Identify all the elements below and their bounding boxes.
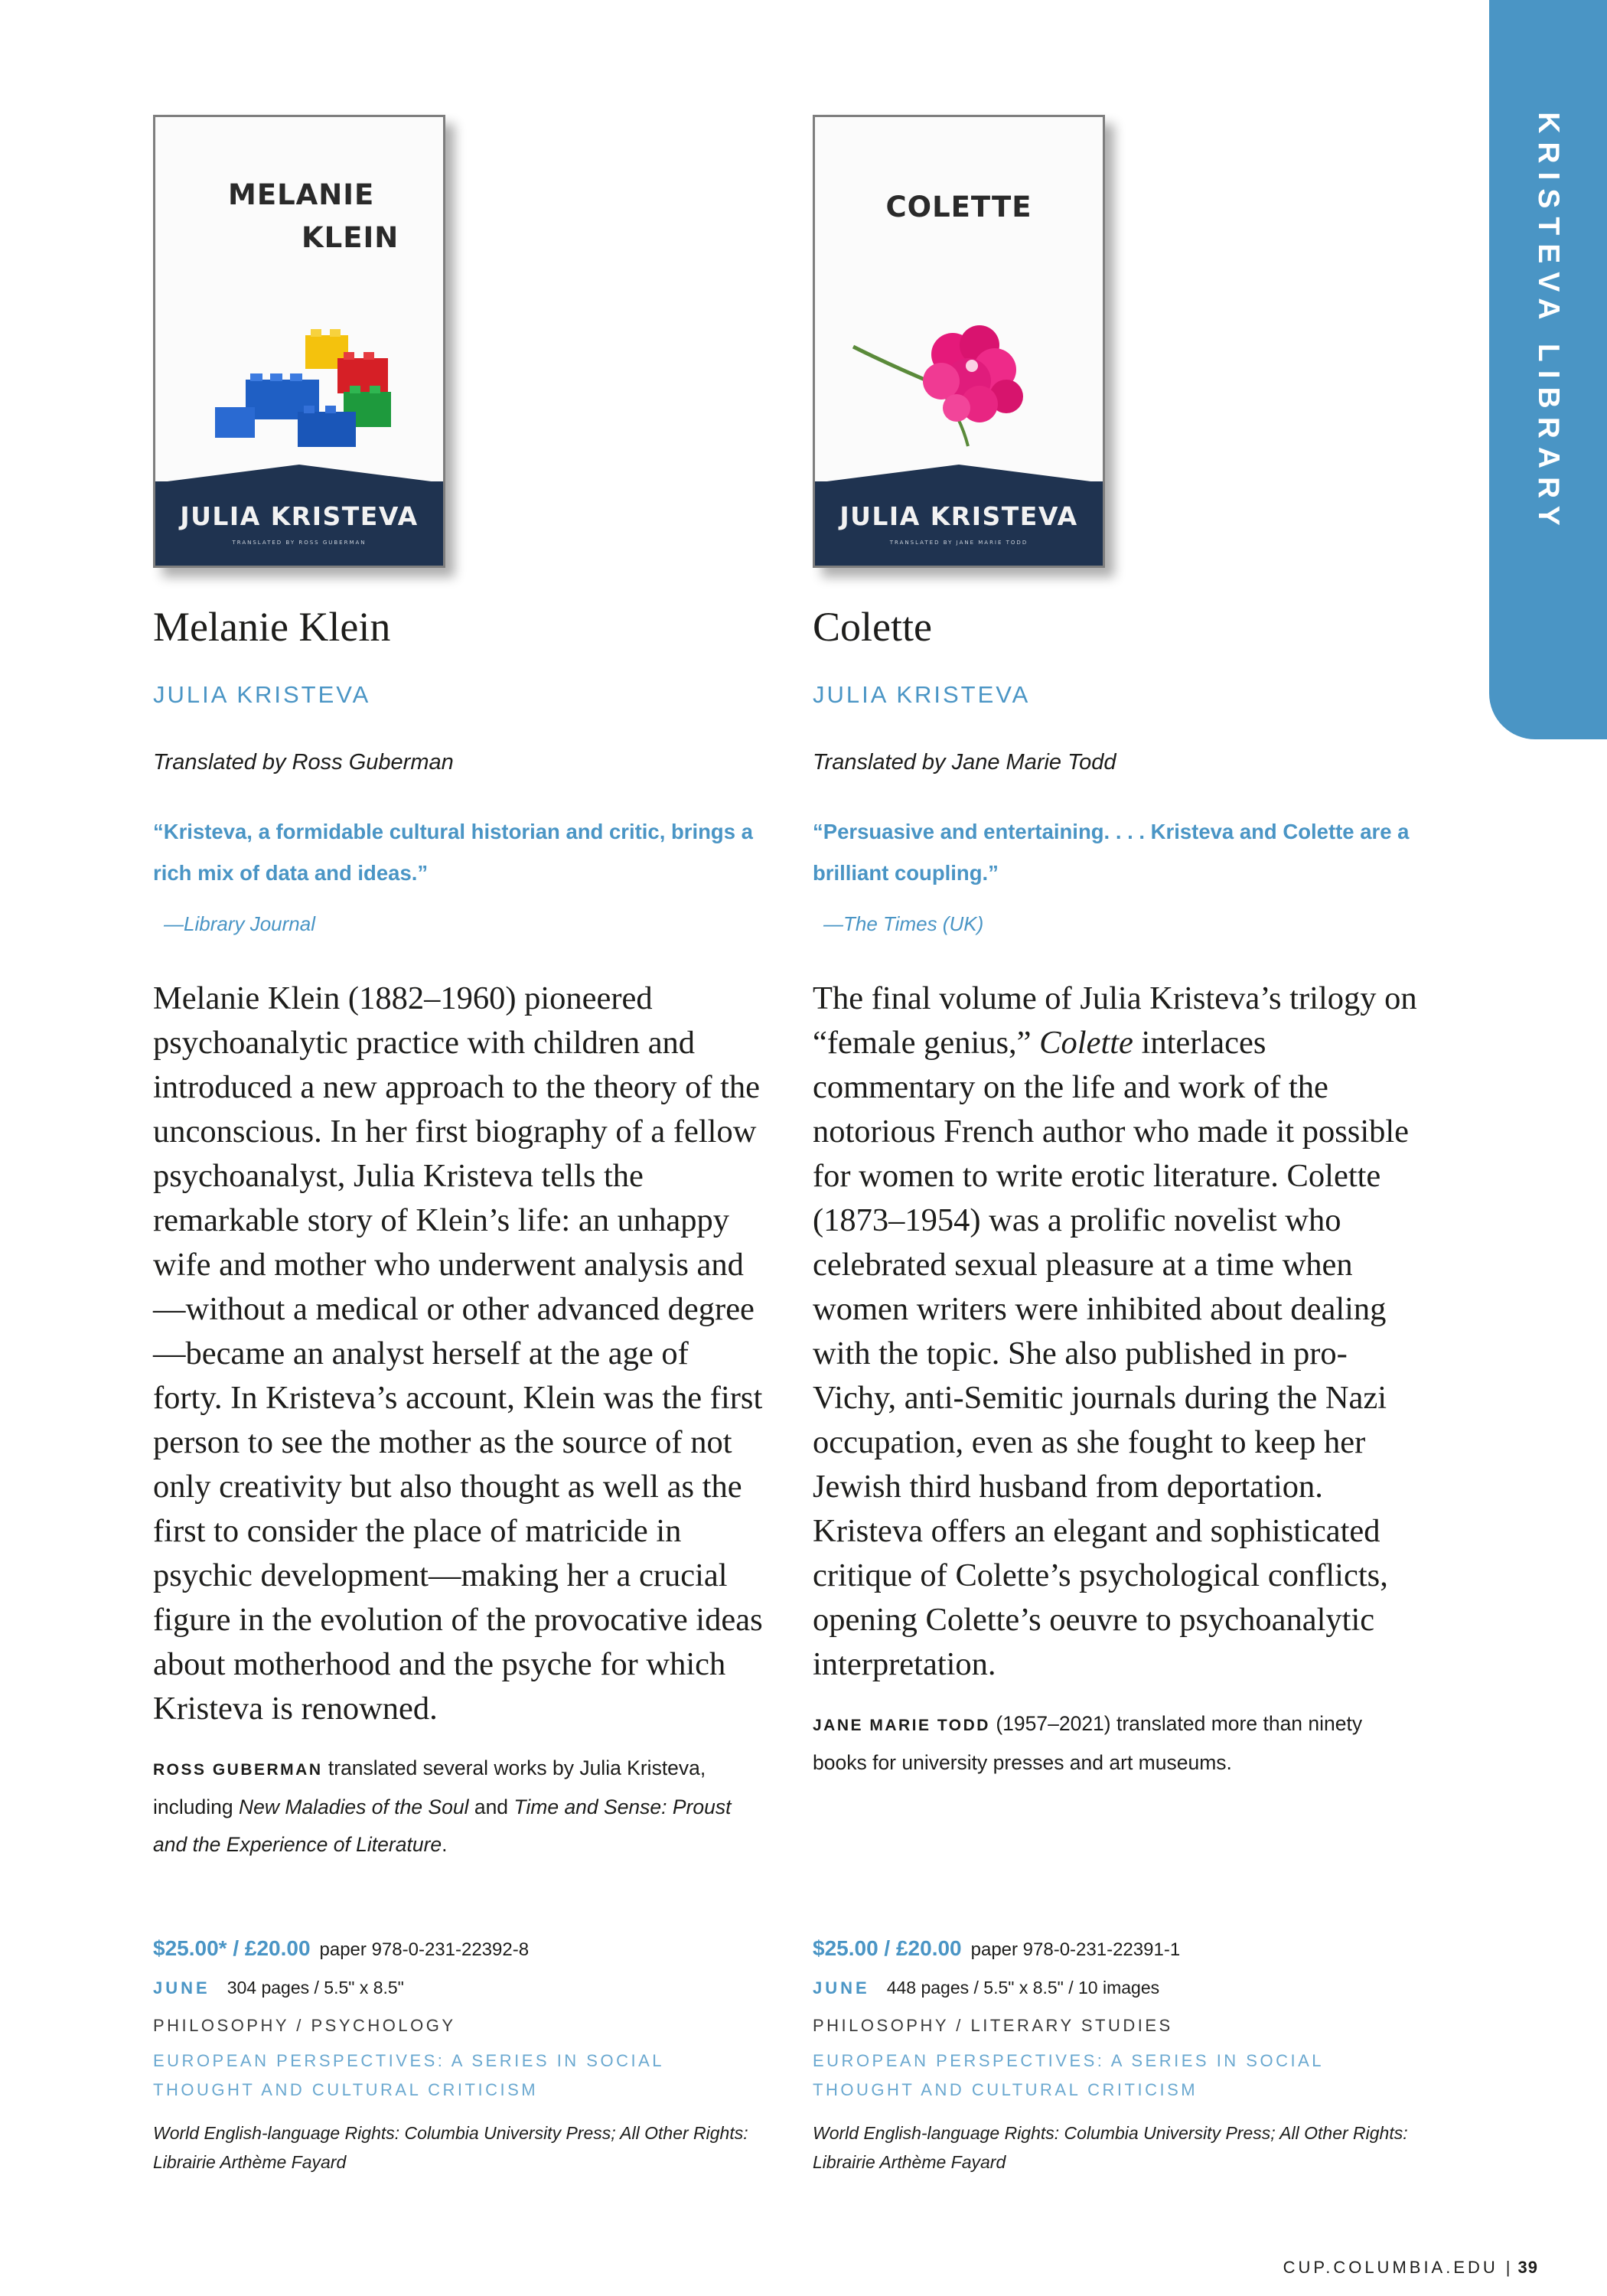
book-title: Colette xyxy=(813,604,932,650)
book-description: Melanie Klein (1882–1960) pioneered psychoanalytic practice with children and introduced a new approach to the theory of the unconscious. In her first biography of a fellow psychoanalyst, Julia Kristeva tells the remarkable story of Klein’s life: an unhappy wife and mother who underwent analysis and—without a medical or other advanced degree—became an analyst herself at the age of forty. In Kristeva’s account, Klein was the first person to see the mother as the source of not only creativity but also thought as well as the first to consider the place of matricide in psychic development—making her a crucial figure in the evolution of the provocative ideas about motherhood and the psyche for which Kristeva is renowned. xyxy=(153,980,763,1727)
page-footer xyxy=(1283,2258,1538,2278)
price: $25.00 / £20.00 xyxy=(813,1936,962,1960)
book-cover[interactable] xyxy=(153,115,445,568)
lego-bricks-illustration xyxy=(200,328,406,461)
book-description: The final volume of Julia Kristeva’s trilogy on “female genius,” Colette interlaces commentary on the life and work of the notorious French author who made it possible for women to write erotic literature. Colette (1873–1954) was a prolific novelist who celebrated sexual pleasure at a time when women writers were inhibited about dealing with the topic. She also published in pro-Vichy, anti-Semitic journals during the Nazi occupation, even as she fought to keep her Jewish third husband from deportation. Kristeva offers an elegant and sophisticated critique of Colette’s psychological conflicts, opening Colette’s oeuvre to psychoanalytic interpretation. xyxy=(813,980,1417,1682)
section-tab xyxy=(1489,0,1607,739)
pub-month: JUNE xyxy=(813,1978,870,1998)
format-isbn: paper 978-0-231-22392-8 xyxy=(319,1939,530,1960)
translator-bio: JANE MARIE TODD (1957–2021) translated more than ninety books for university presses and art museums. xyxy=(813,1712,1363,1774)
blurb-quote: “Kristeva, a formidable cultural historian and critic, brings a rich mix of data and ideas.” xyxy=(153,820,753,885)
series-name: EUROPEAN PERSPECTIVES: A SERIES IN SOCIAL THOUGHT AND CULTURAL CRITICISM xyxy=(153,2051,664,2099)
cover-author: JULIA KRISTEVA xyxy=(839,501,1078,531)
book-translator: Translated by Jane Marie Todd xyxy=(813,750,1116,775)
book-cover[interactable] xyxy=(813,115,1105,568)
page-specs: 304 pages / 5.5" x 8.5" xyxy=(227,1978,404,1998)
subject-category: PHILOSOPHY / LITERARY STUDIES xyxy=(813,2016,1173,2035)
rights-info: World English-language Rights: Columbia University Press; All Other Rights: Librairie Arthème Fayard xyxy=(813,2123,1408,2172)
price: $25.00* / £20.00 xyxy=(153,1936,311,1960)
section-tab-label: KRISTEVA LIBRARY xyxy=(1532,112,1565,534)
cover-band xyxy=(815,481,1103,566)
publication-line xyxy=(813,1978,1159,1998)
series-name: EUROPEAN PERSPECTIVES: A SERIES IN SOCIAL THOUGHT AND CULTURAL CRITICISM xyxy=(813,2051,1324,2099)
cover-title: COLETTE xyxy=(885,191,1032,223)
bio-name: JANE MARIE TODD xyxy=(813,1717,990,1734)
footer-separator: | xyxy=(1505,2258,1511,2277)
translator-bio: ROSS GUBERMAN translated several works by Julia Kristeva, including New Maladies of the Soul and Time and Sense: Proust and the Experience of Literature. xyxy=(153,1756,732,1856)
book-title: Melanie Klein xyxy=(153,604,391,650)
page-number: 39 xyxy=(1517,2258,1538,2277)
cover-title: MELANIE KLEIN xyxy=(228,178,399,254)
blurb-source: —The Times (UK) xyxy=(823,912,984,935)
book-translator: Translated by Ross Guberman xyxy=(153,750,454,775)
subject-category: PHILOSOPHY / PSYCHOLOGY xyxy=(153,2016,456,2035)
format-isbn: paper 978-0-231-22391-1 xyxy=(970,1939,1181,1960)
blurb-source: —Library Journal xyxy=(164,912,315,935)
price-line xyxy=(153,1936,529,1961)
bio-name: ROSS GUBERMAN xyxy=(153,1761,323,1779)
footer-site-link[interactable]: CUP.COLUMBIA.EDU xyxy=(1283,2258,1498,2277)
cover-credit: TRANSLATED BY ROSS GUBERMAN xyxy=(232,540,367,546)
cover-author: JULIA KRISTEVA xyxy=(180,501,419,531)
pink-flower-illustration xyxy=(846,301,1075,454)
book-author: JULIA KRISTEVA xyxy=(153,681,371,708)
price-line xyxy=(813,1936,1180,1961)
book-author: JULIA KRISTEVA xyxy=(813,681,1031,708)
page-specs: 448 pages / 5.5" x 8.5" / 10 images xyxy=(886,1978,1160,1998)
publication-line xyxy=(153,1978,404,1998)
blurb-quote: “Persuasive and entertaining. . . . Kristeva and Colette are a brilliant coupling.” xyxy=(813,820,1410,885)
cover-band xyxy=(155,481,443,566)
rights-info: World English-language Rights: Columbia University Press; All Other Rights: Librairie Arthème Fayard xyxy=(153,2123,748,2172)
cover-credit: TRANSLATED BY JANE MARIE TODD xyxy=(889,540,1028,546)
pub-month: JUNE xyxy=(153,1978,210,1998)
